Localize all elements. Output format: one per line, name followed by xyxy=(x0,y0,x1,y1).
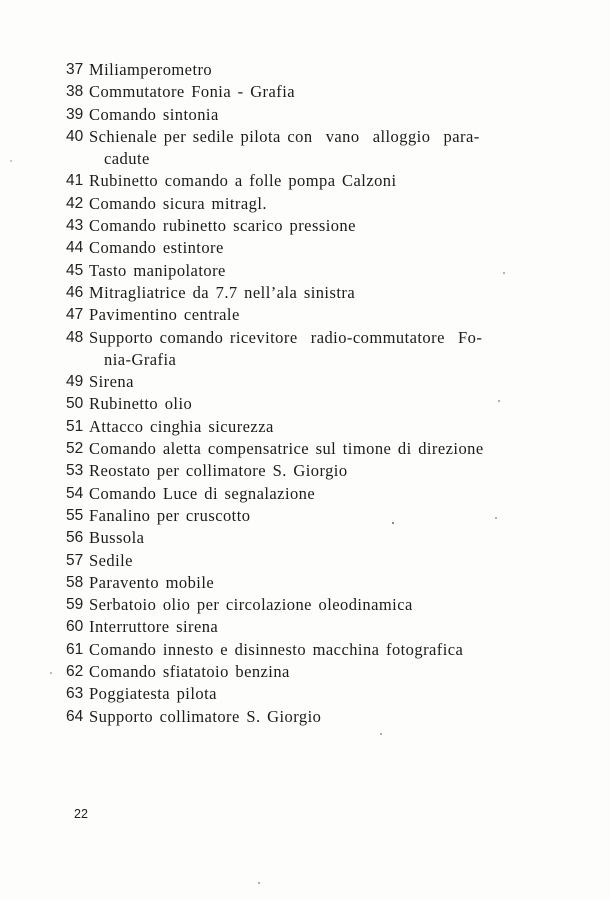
legend-item xyxy=(66,594,506,616)
legend-item xyxy=(66,215,506,237)
item-label-line: Paravento mobile xyxy=(89,572,215,592)
item-label-line: Reostato per collimatore S. Giorgio xyxy=(89,461,348,481)
item-label-continuation: nia-Grafia xyxy=(104,349,177,369)
item-label xyxy=(89,416,506,438)
item-number: 47 xyxy=(66,306,84,324)
item-label xyxy=(89,639,506,661)
item-label xyxy=(89,215,506,237)
item-label-line: Comando innesto e disinnesto macchina fotografica xyxy=(89,639,464,659)
item-label xyxy=(89,572,506,594)
item-label-line: Comando Luce di segnalazione xyxy=(89,483,316,503)
legend-item xyxy=(66,527,506,549)
item-label-line: Interruttore sirena xyxy=(89,617,219,637)
scan-speck xyxy=(50,672,52,674)
item-number: 59 xyxy=(66,596,84,614)
legend-item xyxy=(66,327,506,372)
item-label xyxy=(89,550,506,572)
legend-item xyxy=(66,304,506,326)
item-number: 58 xyxy=(66,573,84,591)
item-label-line: Sirena xyxy=(89,372,134,392)
item-number: 45 xyxy=(66,261,84,279)
item-label-line: Commutatore Fonia - Grafia xyxy=(89,82,296,102)
item-label-line: Comando estintore xyxy=(89,238,224,258)
item-label xyxy=(89,393,506,415)
item-number: 39 xyxy=(66,105,84,123)
item-number: 52 xyxy=(66,440,84,458)
item-number: 64 xyxy=(66,707,84,725)
item-number: 37 xyxy=(66,61,84,78)
legend-item xyxy=(66,126,506,171)
item-label xyxy=(89,661,506,683)
item-label xyxy=(89,706,506,728)
item-label xyxy=(89,527,506,549)
item-label xyxy=(89,505,506,527)
legend-item xyxy=(66,505,506,527)
item-number: 56 xyxy=(66,529,84,547)
item-number: 60 xyxy=(66,618,84,636)
item-number: 46 xyxy=(66,283,84,301)
item-label-continuation: cadute xyxy=(104,149,150,169)
legend-item xyxy=(66,661,506,683)
item-number: 50 xyxy=(66,395,84,413)
legend-item xyxy=(66,237,506,259)
scan-speck xyxy=(495,517,497,519)
legend-item xyxy=(66,706,506,728)
item-label xyxy=(89,59,506,81)
item-label xyxy=(89,304,506,326)
item-label xyxy=(89,483,506,505)
item-label-line: Miliamperometro xyxy=(89,60,213,79)
item-label-line: Comando rubinetto scarico pressione xyxy=(89,216,356,236)
item-label-line: Comando sfiatatoio benzina xyxy=(89,662,290,682)
legend-item xyxy=(66,170,506,192)
item-label xyxy=(89,460,506,482)
item-label-line: Poggiatesta pilota xyxy=(89,684,217,704)
item-label-line: Rubinetto olio xyxy=(89,394,193,414)
item-number: 40 xyxy=(66,127,84,145)
legend-item xyxy=(66,550,506,572)
item-label-line: Comando aletta compensatrice sul timone di direzione xyxy=(89,439,484,459)
item-number: 54 xyxy=(66,484,84,502)
item-label xyxy=(89,616,506,638)
scan-speck xyxy=(258,882,260,884)
legend-item xyxy=(66,460,506,482)
legend-item xyxy=(66,572,506,594)
scan-speck xyxy=(503,272,505,274)
item-label-line: Schienale per sedile pilota con vano alloggio para- xyxy=(89,126,480,146)
item-label-line: Rubinetto comando a folle pompa Calzoni xyxy=(89,171,397,191)
item-label xyxy=(89,81,506,103)
item-number: 62 xyxy=(66,663,84,681)
item-label-line: Sedile xyxy=(89,550,133,570)
item-label xyxy=(89,126,506,171)
legend-item xyxy=(66,371,506,393)
item-label xyxy=(89,683,506,705)
item-number: 48 xyxy=(66,328,84,346)
legend-item xyxy=(66,639,506,661)
legend-item xyxy=(66,438,506,460)
legend-item xyxy=(66,81,506,103)
item-label xyxy=(89,170,506,192)
legend-item xyxy=(66,393,506,415)
legend-item xyxy=(66,193,506,215)
item-number: 61 xyxy=(66,640,84,658)
item-number: 44 xyxy=(66,239,84,257)
legend-item xyxy=(66,104,506,126)
legend-item xyxy=(66,683,506,705)
scan-speck xyxy=(10,160,12,162)
item-number: 53 xyxy=(66,462,84,480)
item-label-line: Comando sicura mitragl. xyxy=(89,193,267,213)
item-label-line: Serbatoio olio per circolazione oleodinamica xyxy=(89,595,413,615)
item-number: 51 xyxy=(66,417,84,435)
scan-speck xyxy=(498,400,500,402)
item-label-line: Fanalino per cruscotto xyxy=(89,505,251,525)
item-number: 43 xyxy=(66,217,84,235)
legend-item xyxy=(66,282,506,304)
legend-item xyxy=(66,483,506,505)
item-number: 55 xyxy=(66,506,84,524)
item-label xyxy=(89,260,506,282)
item-label xyxy=(89,371,506,393)
item-label-line: Supporto comando ricevitore radio-commutatore Fo- xyxy=(89,327,483,347)
legend-item xyxy=(66,260,506,282)
item-label-line: Attacco cinghia sicurezza xyxy=(89,416,274,436)
scan-speck xyxy=(380,733,382,735)
item-label xyxy=(89,104,506,126)
item-label xyxy=(89,327,506,372)
item-number: 49 xyxy=(66,373,84,391)
item-number: 63 xyxy=(66,685,84,703)
item-number: 57 xyxy=(66,551,84,569)
item-label-line: Mitragliatrice da 7.7 nell’ala sinistra xyxy=(89,282,356,302)
item-label xyxy=(89,282,506,304)
item-number: 42 xyxy=(66,194,84,212)
scan-speck xyxy=(392,522,394,524)
item-label-line: Bussola xyxy=(89,528,145,548)
item-number: 41 xyxy=(66,172,84,190)
legend-item xyxy=(66,416,506,438)
component-legend-list xyxy=(66,59,506,728)
item-label-line: Comando sintonia xyxy=(89,104,219,124)
item-number: 38 xyxy=(66,83,84,101)
item-label xyxy=(89,594,506,616)
legend-item xyxy=(66,59,506,81)
item-label-line: Supporto collimatore S. Giorgio xyxy=(89,706,322,726)
item-label-line: Pavimentino centrale xyxy=(89,305,240,325)
legend-item xyxy=(66,616,506,638)
page-number: 22 xyxy=(74,807,88,821)
item-label xyxy=(89,237,506,259)
item-label xyxy=(89,438,506,460)
item-label xyxy=(89,193,506,215)
item-label-line: Tasto manipolatore xyxy=(89,260,226,280)
